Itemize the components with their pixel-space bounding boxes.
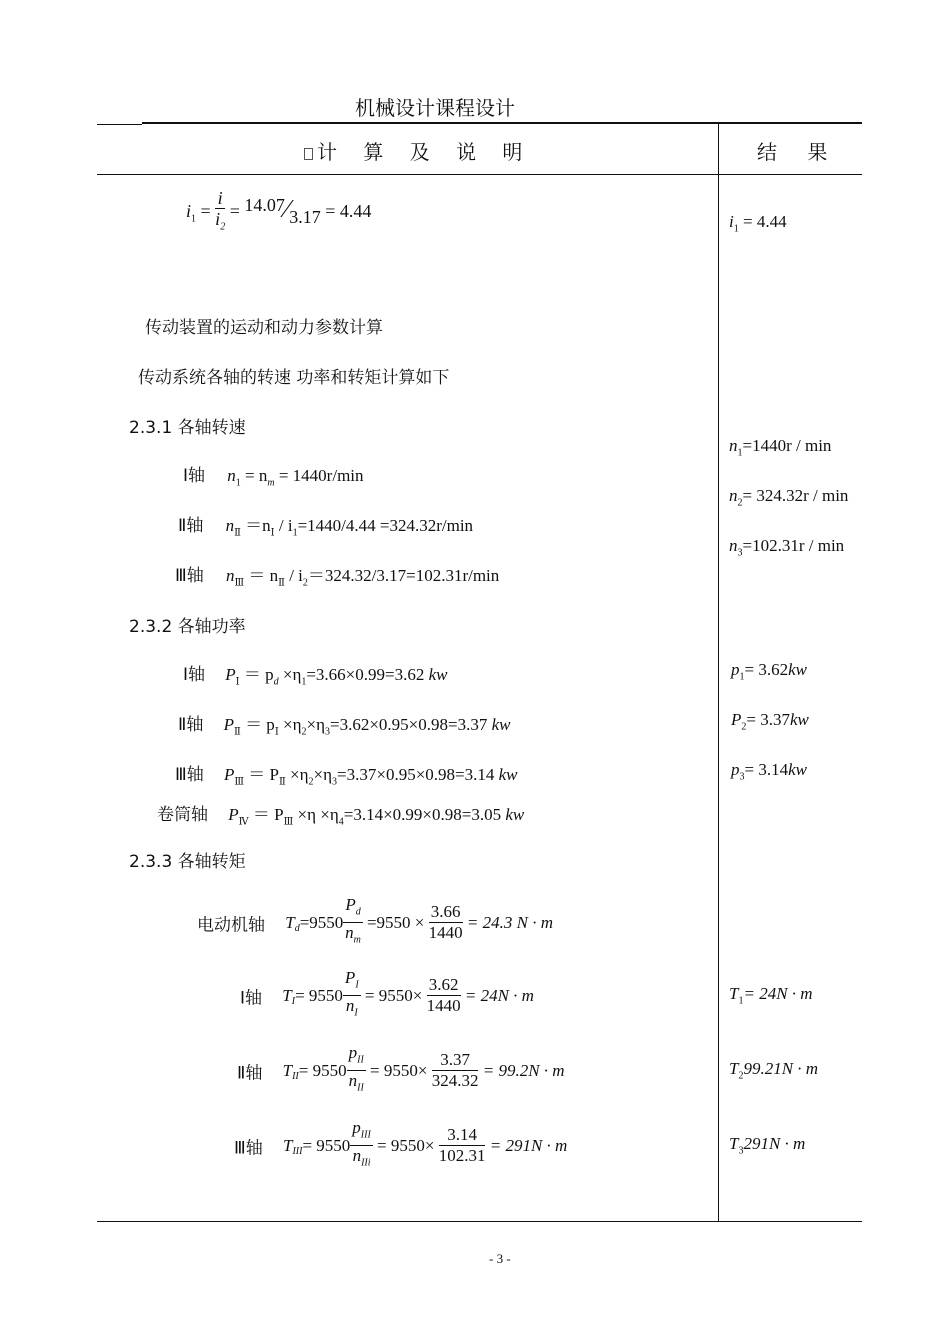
speed-row-1-tail: = 1440r/min bbox=[278, 466, 364, 485]
torque-row-3-fn-sub: II bbox=[357, 1054, 364, 1066]
result-power-2 bbox=[731, 710, 809, 732]
torque-row-3-result: = 99.2N · m bbox=[482, 1060, 565, 1080]
power-row-4-tail-sub: 4 bbox=[338, 816, 344, 828]
power-row-1-tail-sub: 1 bbox=[301, 676, 307, 688]
power-row-4-expr-sub: Ⅲ bbox=[283, 816, 294, 828]
checkbox-glyph-icon bbox=[304, 148, 313, 160]
torque-row-4-fn: p bbox=[352, 1118, 361, 1137]
torque-row-4-lhs: T bbox=[282, 1135, 293, 1155]
result-torque-1-sub: 1 bbox=[738, 995, 744, 1007]
ratio-eq: = bbox=[200, 200, 211, 221]
result-power-2-value: = 3.37 bbox=[746, 710, 790, 729]
torque-row-2-coef: = 9550 bbox=[295, 985, 343, 1005]
power-row-2-unit: kw bbox=[491, 715, 511, 734]
power-row-3-lhs-sub: Ⅲ bbox=[234, 776, 245, 788]
result-power-2-unit: kw bbox=[789, 710, 809, 729]
speed-row-3-label: Ⅲ轴 bbox=[175, 566, 204, 586]
power-row-1-lhs: P bbox=[225, 665, 236, 684]
torque-row-1-fd-sub: m bbox=[353, 934, 361, 946]
torque-row-4-lhs-sub: III bbox=[292, 1146, 303, 1158]
ratio-eq3: = bbox=[325, 200, 336, 221]
header-rule bbox=[142, 122, 862, 124]
torque-row-1-den: 1440 bbox=[428, 923, 463, 943]
result-torque-2 bbox=[729, 1059, 818, 1081]
result-power-1-unit: kw bbox=[788, 660, 807, 679]
torque-row-4-label: Ⅲ轴 bbox=[234, 1138, 263, 1159]
power-row-1 bbox=[183, 660, 448, 687]
speed-row-1-lhs-sub: 1 bbox=[235, 477, 241, 489]
power-row-2-label: Ⅱ轴 bbox=[178, 715, 204, 735]
torque-row-3-fd-sub: II bbox=[357, 1082, 364, 1094]
torque-row-1-num: 3.66 bbox=[429, 902, 463, 923]
column-header-result: 结 果 bbox=[757, 140, 840, 164]
power-row-3-expr-sub: Ⅱ bbox=[279, 776, 286, 788]
result-speed-3-value: =102.31r / min bbox=[742, 536, 845, 555]
torque-row-1-lhs: T bbox=[285, 912, 295, 932]
result-power-3-sub: 3 bbox=[739, 771, 745, 783]
power-row-2-expr: ＝ p bbox=[245, 715, 275, 734]
torque-row-3-fn: p bbox=[348, 1043, 358, 1062]
speed-row-3-expr: ＝ n bbox=[248, 566, 279, 585]
speed-row-3-tail: / i bbox=[289, 566, 303, 585]
torque-row-1-label: 电动机轴 bbox=[197, 915, 265, 936]
torque-row-1-result: = 24.3 N · m bbox=[466, 912, 553, 932]
torque-row-1-coef: =9550 bbox=[299, 912, 344, 932]
speed-row-1-label: Ⅰ轴 bbox=[183, 466, 206, 486]
torque-row-3-mid: = 9550× bbox=[370, 1060, 428, 1080]
power-row-3-tail: ×η bbox=[290, 765, 309, 784]
torque-row-2-num: 3.62 bbox=[427, 975, 461, 996]
torque-row-4-fd: n bbox=[352, 1146, 362, 1166]
power-row-2-tail: ×η bbox=[283, 715, 302, 734]
power-row-3-tail-b-sub: 3 bbox=[332, 776, 338, 788]
ratio-den-symbol: i bbox=[215, 209, 221, 229]
power-row-2-tail-sub: 2 bbox=[301, 726, 307, 738]
power-row-2-tail-b: ×η bbox=[306, 715, 325, 734]
torque-row-2 bbox=[240, 968, 534, 1024]
torque-row-2-mid: = 9550× bbox=[364, 985, 423, 1005]
torque-row-2-fd: n bbox=[345, 996, 355, 1016]
power-row-4-label: 卷筒轴 bbox=[157, 805, 208, 825]
torque-row-2-result: = 24N · m bbox=[464, 985, 534, 1005]
ratio-fraction-num: i bbox=[215, 188, 225, 209]
slash-glyph: ∕ bbox=[284, 193, 290, 223]
result-power-1-sub: 1 bbox=[739, 671, 745, 683]
torque-row-1-num-fraction bbox=[429, 902, 463, 943]
ratio-fraction-den bbox=[215, 209, 225, 238]
torque-row-4-sym-fraction bbox=[350, 1118, 373, 1174]
torque-row-3-label: Ⅱ轴 bbox=[237, 1063, 263, 1084]
speed-row-2 bbox=[178, 511, 473, 538]
torque-heading: 2.3.3 各轴转矩 bbox=[129, 852, 246, 872]
torque-row-3-num: 3.37 bbox=[432, 1050, 479, 1071]
table-bottom-rule bbox=[97, 1221, 862, 1222]
speed-row-2-label: Ⅱ轴 bbox=[178, 516, 204, 536]
result-torque-3-sym: T bbox=[729, 1134, 739, 1153]
result-power-1-sym: p bbox=[731, 660, 740, 679]
torque-row-2-lhs-sub: I bbox=[291, 996, 296, 1008]
header-rule-left bbox=[97, 124, 142, 125]
speed-row-1 bbox=[183, 461, 364, 488]
torque-row-1 bbox=[197, 895, 553, 951]
result-torque-2-value: 99.21N · m bbox=[743, 1059, 819, 1078]
table-header-divider bbox=[97, 174, 862, 175]
torque-row-3-lhs: T bbox=[282, 1060, 293, 1080]
ratio-fraction bbox=[215, 188, 225, 238]
torque-row-4-num: 3.14 bbox=[439, 1125, 486, 1146]
document-title: 机械设计课程设计 bbox=[355, 96, 515, 120]
torque-row-2-sym-fraction bbox=[343, 968, 361, 1024]
power-row-2-lhs: P bbox=[223, 715, 235, 734]
torque-row-2-label: Ⅰ轴 bbox=[240, 988, 263, 1009]
result-torque-3 bbox=[729, 1134, 805, 1156]
result-power-3 bbox=[731, 760, 807, 782]
speed-row-3-lhs: n bbox=[225, 566, 235, 585]
result-torque-2-sub: 2 bbox=[738, 1070, 744, 1082]
power-row-3-tail-b: ×η bbox=[313, 765, 333, 784]
power-row-3 bbox=[175, 760, 518, 787]
power-row-1-label: Ⅰ轴 bbox=[183, 665, 206, 685]
power-row-1-value: =3.66×0.99=3.62 bbox=[306, 665, 425, 684]
speed-row-2-lhs: n bbox=[225, 516, 235, 535]
result-torque-3-value: 291N · m bbox=[743, 1134, 806, 1153]
page-number: - 3 - bbox=[489, 1251, 511, 1266]
power-row-4-unit: kw bbox=[505, 805, 525, 824]
result-speed-2 bbox=[729, 486, 848, 508]
torque-row-2-num-fraction bbox=[427, 975, 461, 1016]
speed-row-3-lhs-sub: Ⅲ bbox=[234, 577, 245, 589]
power-row-4 bbox=[157, 800, 524, 827]
result-power-1-value: = 3.62 bbox=[744, 660, 789, 679]
result-torque-1 bbox=[729, 984, 813, 1006]
power-row-3-expr: ＝ P bbox=[248, 765, 279, 784]
power-row-1-expr: ＝ p bbox=[243, 665, 274, 684]
ratio-val-b: 3.17 bbox=[289, 206, 321, 227]
torque-row-2-den: 1440 bbox=[426, 996, 461, 1016]
torque-row-4-fd-sub: IIi bbox=[361, 1157, 371, 1169]
torque-row-1-fn-sub: d bbox=[355, 906, 361, 918]
speed-row-3-value: ＝324.32/3.17=102.31r/min bbox=[307, 566, 500, 585]
section-intro-line1: 传动装置的运动和动力参数计算 bbox=[145, 318, 383, 338]
column-header-calc bbox=[304, 136, 532, 165]
speed-row-2-tail: / i bbox=[278, 516, 293, 535]
result-power-3-value: = 3.14 bbox=[744, 760, 789, 779]
power-row-1-unit: kw bbox=[428, 665, 448, 684]
result-speed-1 bbox=[729, 436, 831, 458]
torque-row-3-lhs-sub: II bbox=[292, 1071, 299, 1083]
column-divider bbox=[718, 124, 719, 1222]
torque-row-3-coef: = 9550 bbox=[298, 1060, 347, 1080]
torque-row-4-num-fraction bbox=[439, 1125, 486, 1166]
result-power-2-sub: 2 bbox=[741, 721, 747, 733]
result-speed-3 bbox=[729, 536, 844, 558]
torque-row-1-mid: =9550 × bbox=[366, 912, 425, 932]
power-row-2-lhs-sub: Ⅱ bbox=[234, 726, 241, 738]
power-row-4-lhs: P bbox=[228, 805, 239, 824]
torque-row-4-fn-sub: III bbox=[360, 1129, 371, 1141]
result-torque-1-value: = 24N · m bbox=[743, 984, 813, 1003]
power-row-2-tail-b-sub: 3 bbox=[324, 726, 330, 738]
result-torque-2-sym: T bbox=[729, 1059, 739, 1078]
power-row-4-lhs-sub: Ⅳ bbox=[238, 816, 249, 828]
power-row-1-expr-sub: d bbox=[273, 676, 279, 688]
speed-row-3-expr-sub: Ⅱ bbox=[278, 577, 285, 589]
power-heading: 2.3.2 各轴功率 bbox=[129, 617, 246, 637]
speed-row-3 bbox=[175, 561, 499, 588]
result-speed-3-sub: 3 bbox=[737, 547, 743, 559]
speed-row-1-expr: = n bbox=[245, 466, 268, 485]
ratio-result: 4.44 bbox=[339, 200, 372, 221]
result-power-3-unit: kw bbox=[788, 760, 807, 779]
result-power-1 bbox=[731, 660, 807, 682]
torque-row-4 bbox=[234, 1118, 567, 1174]
ratio-den-sub: 2 bbox=[220, 221, 226, 233]
torque-row-1-sym-fraction bbox=[343, 895, 362, 951]
torque-row-3-fd: n bbox=[348, 1071, 358, 1091]
result-torque-1-sym: T bbox=[729, 984, 739, 1003]
speed-row-1-expr-sub: m bbox=[267, 477, 275, 489]
speed-row-2-expr-sub: Ⅰ bbox=[270, 527, 275, 539]
result-speed-2-value: = 324.32r / min bbox=[742, 486, 849, 505]
result-ratio-value: = 4.44 bbox=[742, 212, 787, 231]
power-row-1-lhs-sub: Ⅰ bbox=[235, 676, 240, 688]
power-row-3-value: =3.37×0.95×0.98=3.14 bbox=[337, 765, 495, 784]
torque-row-4-coef: = 9550 bbox=[302, 1135, 351, 1155]
power-row-3-label: Ⅲ轴 bbox=[175, 765, 204, 785]
power-row-3-tail-sub: 2 bbox=[308, 776, 314, 788]
speed-row-2-value: =1440/4.44 =324.32r/min bbox=[297, 516, 474, 535]
power-row-4-expr: ＝ P bbox=[252, 805, 284, 824]
ratio-val-a: 14.07 bbox=[244, 194, 285, 215]
speed-row-2-lhs-sub: Ⅱ bbox=[234, 527, 241, 539]
torque-row-2-lhs: T bbox=[282, 985, 292, 1005]
result-speed-1-sym: n bbox=[729, 436, 738, 455]
power-row-2-expr-sub: Ⅰ bbox=[274, 726, 279, 738]
torque-row-4-result: = 291N · m bbox=[489, 1135, 568, 1155]
ratio-symbol-sub: 1 bbox=[191, 213, 197, 225]
result-speed-1-sub: 1 bbox=[737, 447, 743, 459]
torque-row-4-den: 102.31 bbox=[438, 1146, 486, 1166]
torque-row-3-sym-fraction bbox=[347, 1043, 366, 1099]
torque-row-3-num-fraction bbox=[432, 1050, 479, 1091]
torque-row-3-den: 324.32 bbox=[431, 1071, 479, 1091]
result-ratio bbox=[729, 212, 787, 234]
speed-row-2-tail-sub: 1 bbox=[292, 527, 298, 539]
section-intro-line2: 传动系统各轴的转速 功率和转矩计算如下 bbox=[138, 368, 450, 388]
ratio-eq2: = bbox=[229, 200, 240, 221]
torque-row-1-lhs-sub: d bbox=[294, 923, 300, 935]
result-ratio-sub: 1 bbox=[733, 223, 739, 235]
result-torque-3-sub: 3 bbox=[738, 1145, 744, 1157]
torque-row-2-fn: P bbox=[344, 968, 356, 987]
power-row-4-tail: ×η ×η bbox=[297, 805, 339, 824]
result-speed-2-sub: 2 bbox=[737, 497, 743, 509]
power-row-2-value: =3.62×0.95×0.98=3.37 bbox=[329, 715, 488, 734]
power-row-3-unit: kw bbox=[498, 765, 518, 784]
result-ratio-symbol: i bbox=[729, 212, 734, 231]
speed-row-1-lhs: n bbox=[227, 466, 236, 485]
torque-row-1-fd: n bbox=[345, 923, 354, 943]
torque-row-4-mid: = 9550× bbox=[377, 1135, 435, 1155]
ratio-symbol: i bbox=[186, 200, 192, 221]
torque-row-2-fd-sub: I bbox=[354, 1007, 358, 1019]
result-power-3-sym: p bbox=[731, 760, 740, 779]
torque-row-1-fn: P bbox=[345, 895, 356, 914]
speed-row-3-tail-sub: 2 bbox=[302, 577, 308, 589]
column-header-calc-label: 计 算 及 说 明 bbox=[317, 140, 533, 164]
power-row-1-tail: ×η bbox=[282, 665, 302, 684]
power-row-4-value: =3.14×0.99×0.98=3.05 bbox=[343, 805, 502, 824]
result-speed-2-sym: n bbox=[729, 486, 738, 505]
result-speed-3-sym: n bbox=[729, 536, 738, 555]
power-row-3-lhs: P bbox=[223, 765, 235, 784]
torque-row-2-fn-sub: I bbox=[355, 979, 359, 991]
power-row-2 bbox=[178, 710, 510, 737]
torque-row-3 bbox=[237, 1043, 565, 1099]
speed-heading: 2.3.1 各轴转速 bbox=[129, 418, 246, 438]
result-speed-1-value: =1440r / min bbox=[742, 436, 832, 455]
speed-row-2-expr: ＝n bbox=[245, 516, 271, 535]
ratio-formula bbox=[186, 188, 371, 238]
result-power-2-sym: P bbox=[731, 710, 742, 729]
